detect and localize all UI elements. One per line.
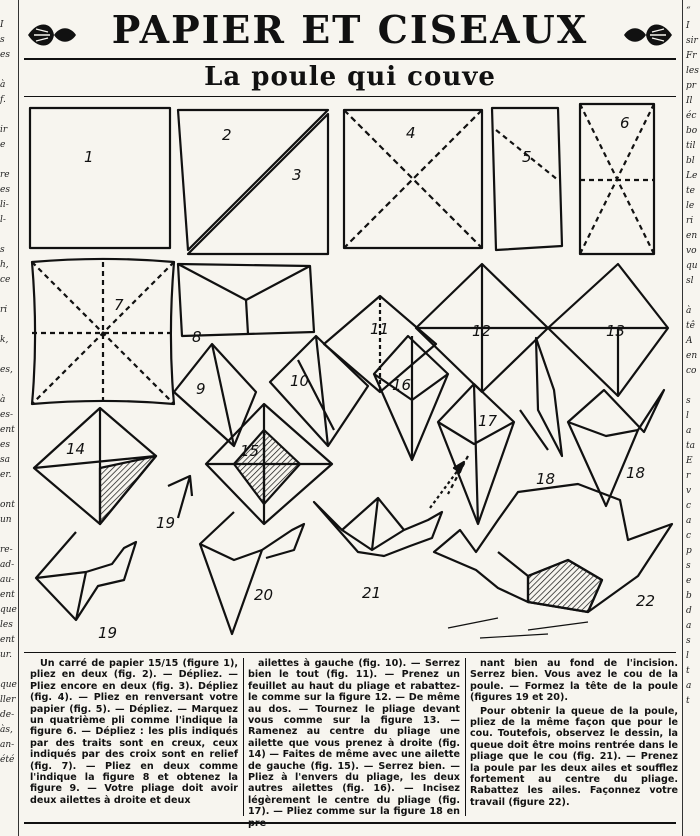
margin-fragment: ont [0,500,15,510]
margin-fragment [0,290,16,305]
left-margin-rule [18,0,19,836]
margin-fragment: re [0,170,10,180]
margin-fragment: Le [686,171,698,181]
margin-fragment: es [0,185,10,195]
margin-fragment: l- [0,215,6,225]
figure-number-21: 21 [362,584,382,602]
margin-fragment: éc [686,111,697,121]
margin-fragment: à [0,80,6,90]
margin-fragment: v [686,486,692,496]
figure-number-8: 8 [192,328,202,346]
margin-fragment: c [686,501,692,511]
margin-fragment: ent [0,590,15,600]
figure-number-20: 20 [254,586,274,604]
margin-fragment: A [686,336,693,346]
margin-fragment: ir [0,125,8,135]
margin-fragment: ta [686,441,695,451]
margin-fragment: s [686,561,691,571]
figure-number-17: 17 [478,412,498,430]
margin-fragment: à [0,395,6,405]
margin-fragment: a [686,681,692,691]
right-margin-rule [682,0,683,836]
footer-rule [24,822,676,824]
margin-fragment: ri [0,305,8,315]
left-margin-column [0,20,16,770]
margin-fragment: a [686,516,692,526]
margin-fragment: Fr [686,51,697,61]
column-divider-1 [243,658,244,816]
margin-fragment: ur. [0,650,12,660]
margin-fragment: te [686,186,695,196]
figure-number-10: 10 [290,372,310,390]
margin-fragment: sl [686,276,694,286]
paragraph: Pour obtenir la queue de la poule, pliez de la même façon que pour le cou. Toutefois, observez le dessin, la queue doit être moins rentrée dans le pliage que le cou (fig. 21). — Prenez la poule par les deux ailes et soufflez fortement au centre du pliage. Rabattez les ailes. Façonnez votre travail (figure 22). [470,705,678,808]
right-margin-column [686,6,700,711]
margin-fragment: en [686,231,698,241]
margin-fragment [0,230,16,245]
origami-illustration [28,100,676,648]
margin-fragment: I [686,21,690,31]
margin-fragment: les [0,620,13,630]
margin-fragment: k, [0,335,9,345]
margin-fragment [0,155,16,170]
left-ornament-icon [24,18,78,52]
margin-fragment: l [686,411,689,421]
margin-fragment: sir [686,36,698,46]
paragraph: Un carré de papier 15/15 (figure 1), pliez en deux (fig. 2). — Dépliez. — Pliez encore en deux (fig. 3). Dépliez (fig. 4). — Pliez en renversant votre papier (fig. 5). — Dépliez. — Marquez un quatrième pli comme l'indique la figure 6. — Dépliez : les plis indiqués par des traits sont en creux, ceux indiqués par des croix sont en relief (fig. 7). — Pliez en deux comme l'indique la figure 8 et obtenez la figure 9. — Votre pliage doit avoir deux ailettes à droite et deux [30,658,238,806]
margin-fragment: que [0,680,17,690]
margin-fragment: à [686,306,692,316]
margin-fragment [0,530,16,545]
fig10-fold [270,336,368,446]
fig1-square [30,108,170,248]
margin-fragment: s [686,636,691,646]
margin-fragment: e [686,576,692,586]
margin-fragment: été [0,755,15,765]
figure-number-16: 16 [392,376,412,394]
margin-fragment: ent [0,635,15,645]
margin-fragment: d [686,606,692,616]
figure-number-7: 7 [114,296,124,314]
margin-fragment: er. [0,470,12,480]
margin-fragment [0,320,16,335]
fig3-triangle [188,114,328,254]
figure-number-18: 18 [626,464,646,482]
figure-number-6: 6 [620,114,630,132]
paragraph: ailettes à gauche (fig. 10). — Serrez bien le tout (fig. 11). — Prenez un feuillet au haut du pliage et rabattez-le comme sur la figure 12. — De même au dos. — Tournez le pliage devant vous comme sur la figure 13. — Ramenez au centre du pliage une ailette que vous prenez à droite (fig. 14) — Faites de même avec une ailette de gauche (fig. 15). — Serrez bien. — Pliez à l'envers du pliage, les deux autres ailettes (fig. 16). — Incisez légèrement le centre du pliage (fig. 17). — Pliez comme sur la figure 18 en pre- [248,658,460,829]
margin-fragment: til [686,141,696,151]
fig18a-fold [520,338,562,456]
margin-fragment: b [686,591,692,601]
margin-fragment: es, [0,365,13,375]
margin-fragment: f. [0,95,6,105]
figure-number-4: 4 [406,124,416,142]
margin-fragment: ri [686,216,694,226]
fig20-fold [200,512,304,634]
margin-fragment: en [686,351,698,361]
margin-fragment: ce [0,275,11,285]
margin-fragment: E [686,456,693,466]
fig18b-fold [568,390,664,506]
margin-fragment: ent [0,425,15,435]
margin-fragment: t [686,696,690,706]
header-rule [24,58,676,60]
figure-number-19: 19 [156,514,176,532]
margin-fragment [0,350,16,365]
figure-number-2: 2 [222,126,232,144]
margin-fragment: c [686,531,692,541]
margin-fragment: vo [686,246,697,256]
margin-fragment: p [686,546,692,556]
margin-fragment: tê [686,321,695,331]
right-ornament-icon [622,18,676,52]
figure-number-3: 3 [292,166,302,184]
margin-fragment: r [686,471,691,481]
margin-fragment: Il [686,96,693,106]
margin-fragment: un [0,515,12,525]
fig19-small [168,476,192,518]
subtitle-rule [24,96,676,97]
figure-bottom-rule [24,652,676,653]
margin-fragment: re- [0,545,13,555]
margin-fragment: s [686,396,691,406]
text-column-3 [470,658,678,810]
margin-fragment: “ [686,6,691,16]
margin-fragment [0,65,16,80]
margin-fragment: le [686,201,695,211]
margin-fragment: às, [0,725,13,735]
figure-number-14: 14 [66,440,86,458]
margin-fragment: es- [0,410,13,420]
margin-fragment: es [0,440,10,450]
margin-fragment: es [0,50,10,60]
margin-fragment: bl [686,156,695,166]
margin-fragment: l [686,651,689,661]
margin-fragment: co [686,366,697,376]
page-subtitle: La poule qui couve [204,62,496,92]
figure-number-18: 18 [536,470,556,488]
text-column-2 [248,658,460,831]
margin-fragment [0,485,16,500]
figure-number-1: 1 [84,148,94,166]
margin-fragment: h, [0,260,9,270]
margin-fragment [0,110,16,125]
margin-fragment: au- [0,575,15,585]
figure-number-11: 11 [370,320,390,338]
margin-fragment: pr [686,81,697,91]
margin-fragment: s [0,245,5,255]
margin-fragment: t [686,666,690,676]
margin-fragment: ad- [0,560,15,570]
paragraph: nant bien au fond de l'incision. Serrez bien. Vous avez le cou de la poule. — Formez la tête de la poule (figures 19 et 20). [470,658,678,704]
margin-fragment: e [0,140,6,150]
figure-number-5: 5 [522,148,532,166]
margin-fragment: sa [0,455,10,465]
margin-fragment [0,665,16,680]
margin-fragment [686,291,700,306]
margin-fragment: qu [686,261,698,271]
figure-number-12: 12 [472,322,492,340]
figure-number-9: 9 [196,380,206,398]
margin-fragment: bo [686,126,698,136]
column-divider-2 [465,658,466,816]
margin-fragment: an- [0,740,15,750]
figure-number-22: 22 [636,592,656,610]
margin-fragment: li- [0,200,9,210]
margin-fragment: a [686,426,692,436]
fig21-fold [314,502,442,556]
margin-fragment [686,381,700,396]
fig5-rect [492,108,562,250]
margin-fragment: I [0,20,4,30]
text-column-1 [30,658,238,808]
margin-fragment: que [0,605,17,615]
margin-fragment: ller [0,695,16,705]
margin-fragment [0,380,16,395]
fig2-triangle [178,110,328,250]
margin-fragment: a [686,621,692,631]
margin-fragment: s [0,35,5,45]
margin-fragment: les [686,66,699,76]
figure-number-19: 19 [98,624,118,642]
margin-fragment: de- [0,710,15,720]
figure-number-13: 13 [606,322,626,340]
figure-number-15: 15 [240,442,260,460]
page-title: PAPIER ET CISEAUX [111,7,589,52]
